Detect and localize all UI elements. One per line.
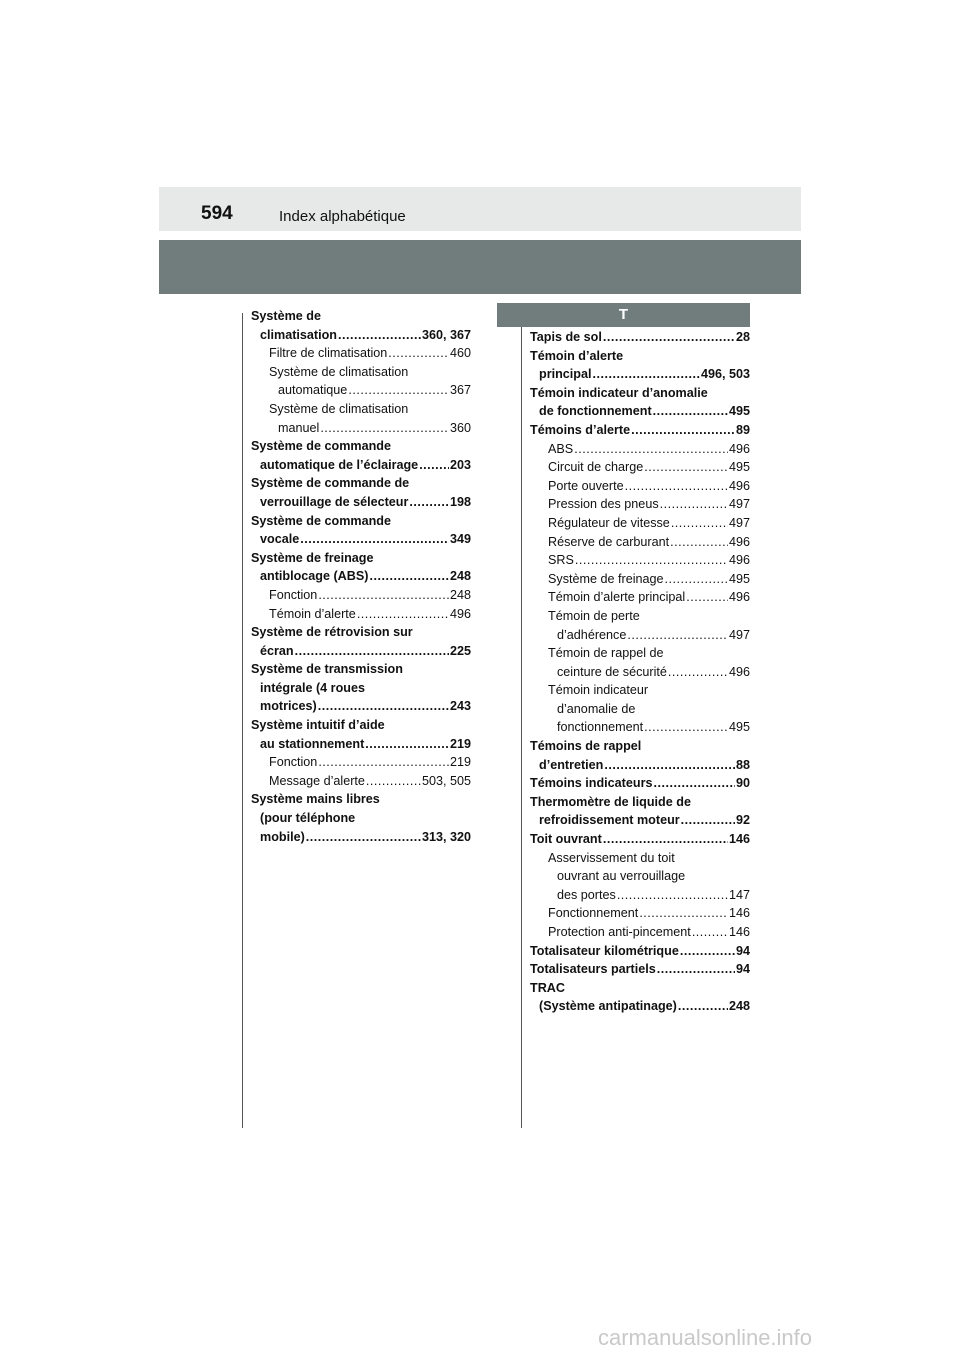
page-reference: 146 <box>728 906 750 921</box>
page-reference: 496 <box>728 664 750 679</box>
dot-leader <box>692 923 728 942</box>
entry-term: Système de rétrovision sur <box>251 625 413 640</box>
index-entry <box>530 793 750 830</box>
index-entry <box>530 942 750 961</box>
page-reference: 219 <box>449 736 471 751</box>
entry-term: Témoin indicateur <box>548 683 649 698</box>
index-entry <box>530 774 750 793</box>
dot-leader <box>295 642 449 661</box>
index-subentry <box>251 753 471 772</box>
page-reference: 460 <box>449 346 471 361</box>
entry-term: Réserve de carburant <box>548 534 670 549</box>
entry-term: Tapis de sol <box>530 330 602 344</box>
entry-term: principal <box>539 367 592 382</box>
entry-term: vocale <box>260 532 300 547</box>
index-subentry <box>530 644 750 681</box>
entry-term: Témoin d’alerte principal <box>548 590 686 605</box>
entry-term: Circuit de charge <box>548 460 644 475</box>
entry-term: refroidissement moteur <box>539 813 680 828</box>
page-reference: 88 <box>735 757 750 772</box>
page-reference: 248 <box>449 587 471 602</box>
page-reference: 367 <box>449 383 471 398</box>
dot-leader <box>592 365 699 384</box>
entry-term: Asservissement du toit <box>548 850 675 865</box>
entry-term: Système intuitif d’aide <box>251 718 385 733</box>
index-subentry <box>251 605 471 624</box>
dot-leader <box>357 605 449 624</box>
entry-term: Totalisateurs partiels <box>530 962 656 977</box>
dot-leader <box>678 997 728 1016</box>
entry-term: mobile) <box>260 829 305 844</box>
dot-leader <box>625 477 728 496</box>
entry-term: motrices) <box>260 699 317 714</box>
entry-term: Protection anti-pincement <box>548 925 691 939</box>
entry-term: Témoin indicateur d’anomalie <box>530 385 708 400</box>
entry-term: écran <box>260 643 294 658</box>
entry-term: Système de freinage <box>548 571 664 586</box>
page-reference: 89 <box>735 422 750 437</box>
entry-term: Fonctionnement <box>548 906 639 921</box>
page-reference: 496 <box>728 590 750 605</box>
index-subentry <box>530 458 750 477</box>
dot-leader <box>603 328 735 347</box>
page-reference: 496 <box>728 441 750 456</box>
dot-leader <box>665 570 728 589</box>
dot-leader <box>419 456 449 475</box>
entry-term: manuel <box>278 420 320 435</box>
entry-term: Système de climatisation <box>269 401 409 416</box>
dot-leader <box>627 626 728 645</box>
page-reference: 495 <box>728 571 750 586</box>
dot-leader <box>657 960 735 979</box>
index-subentry <box>530 533 750 552</box>
page-reference: 243 <box>449 699 471 714</box>
index-subentry <box>251 772 471 791</box>
dot-leader <box>671 514 728 533</box>
entry-term: Message d’alerte <box>269 773 365 788</box>
entry-term: Système de transmission <box>251 662 403 677</box>
page-reference: 360, 367 <box>421 327 471 342</box>
entry-term: verrouillage de sélecteur <box>260 494 409 509</box>
index-subentry <box>530 923 750 942</box>
entry-term: automatique <box>278 383 348 398</box>
entry-term: Système mains libres <box>251 792 380 807</box>
entry-term: d’anomalie de <box>557 701 636 716</box>
entry-term: (pour téléphone <box>260 811 356 826</box>
entry-term: TRAC <box>530 980 565 995</box>
dot-leader <box>668 663 728 682</box>
page-reference: 495 <box>728 720 750 735</box>
page-reference: 147 <box>728 887 750 902</box>
index-entry <box>251 790 471 846</box>
page-reference: 28 <box>735 330 750 344</box>
page-reference: 313, 320 <box>421 829 471 844</box>
dot-leader <box>409 493 449 512</box>
index-subentry <box>530 607 750 644</box>
entry-term: Système de climatisation <box>269 364 409 379</box>
index-entry <box>530 421 750 440</box>
entry-term: Système de freinage <box>251 550 374 565</box>
page-reference: 92 <box>735 813 750 828</box>
entry-term: ouvrant au verrouillage <box>557 869 686 884</box>
entry-term: Système de commande <box>251 513 391 528</box>
watermark: carmanualsonline.info <box>598 1325 813 1350</box>
index-column-left <box>251 307 471 846</box>
page-reference: 496 <box>728 534 750 549</box>
header-banner <box>159 240 801 294</box>
index-entry <box>530 830 750 849</box>
page-reference: 219 <box>449 755 471 770</box>
entry-term: d’entretien <box>539 757 604 772</box>
entry-term: automatique de l’éclairage <box>260 457 419 472</box>
index-entry <box>530 737 750 774</box>
index-subentry <box>530 440 750 459</box>
index-entry <box>530 979 750 1016</box>
page-number: 594 <box>201 203 233 224</box>
page-reference: 248 <box>728 999 750 1014</box>
header-bar <box>159 187 801 231</box>
index-subentry <box>530 514 750 533</box>
dot-leader <box>348 381 449 400</box>
dot-leader <box>318 697 449 716</box>
index-entry <box>251 474 471 511</box>
page-reference: 203 <box>449 457 471 472</box>
entry-term: fonctionnement <box>557 720 644 735</box>
entry-term: climatisation <box>260 327 337 342</box>
index-entry <box>251 307 471 344</box>
entry-term: Témoins indicateurs <box>530 776 653 791</box>
dot-leader <box>639 904 728 923</box>
index-subentry <box>530 904 750 923</box>
entry-term: ceinture de sécurité <box>557 664 667 679</box>
dot-leader <box>644 458 728 477</box>
dot-leader <box>653 774 735 793</box>
entry-term: des portes <box>557 887 616 902</box>
entry-term: Régulateur de vitesse <box>548 515 670 530</box>
index-subentry <box>251 586 471 605</box>
column-divider-left <box>242 313 243 1128</box>
page-reference: 496, 503 <box>700 367 750 382</box>
entry-term: Témoin de rappel de <box>548 646 664 661</box>
entry-term: ABS <box>548 441 574 456</box>
index-entry <box>251 660 471 716</box>
entry-term: Témoin d’alerte <box>269 606 356 621</box>
entry-term: antiblocage (ABS) <box>260 569 369 584</box>
entry-term: Pression des pneus <box>548 497 659 512</box>
index-subentry <box>251 344 471 363</box>
entry-term: d’adhérence <box>557 627 627 642</box>
page-reference: 495 <box>728 460 750 475</box>
index-subentry <box>530 849 750 905</box>
page-reference: 198 <box>449 494 471 509</box>
entry-term: Toit ouvrant <box>530 832 602 847</box>
index-subentry <box>530 588 750 607</box>
entry-term: Filtre de climatisation <box>269 346 388 361</box>
page-reference: 497 <box>728 515 750 530</box>
page-reference: 495 <box>728 404 750 419</box>
page-reference: 503, 505 <box>421 773 471 788</box>
dot-leader <box>369 567 449 586</box>
dot-leader <box>670 533 728 552</box>
dot-leader <box>318 753 449 772</box>
page-reference: 496 <box>728 553 750 568</box>
entry-term: SRS <box>548 553 574 568</box>
index-subentry <box>251 363 471 400</box>
column-divider-right <box>521 313 522 1128</box>
entry-term: de fonctionnement <box>539 404 652 419</box>
entry-term: Témoin de perte <box>548 608 640 623</box>
section-title: Index alphabétique <box>279 208 406 225</box>
dot-leader <box>617 886 728 905</box>
entry-term: Fonction <box>269 755 318 770</box>
letter-heading: T <box>497 303 750 327</box>
dot-leader <box>604 756 735 775</box>
dot-leader <box>388 344 449 363</box>
page-reference: 146 <box>728 832 750 847</box>
dot-leader <box>686 588 728 607</box>
index-entry <box>251 623 471 660</box>
page-reference: 496 <box>449 606 471 621</box>
dot-leader <box>603 830 728 849</box>
entry-term: Système de <box>251 309 322 323</box>
entry-term: intégrale (4 roues <box>260 680 365 695</box>
index-subentry <box>251 400 471 437</box>
entry-term: Fonction <box>269 587 318 602</box>
dot-leader <box>660 495 728 514</box>
dot-leader <box>653 402 728 421</box>
dot-leader <box>631 421 735 440</box>
index-entry <box>530 384 750 421</box>
entry-term: Témoins de rappel <box>530 739 642 754</box>
dot-leader <box>574 440 728 459</box>
dot-leader <box>320 419 449 438</box>
entry-term: Témoin d’alerte <box>530 348 624 363</box>
dot-leader <box>365 735 449 754</box>
dot-leader <box>338 326 421 345</box>
index-entry <box>530 960 750 979</box>
index-entry <box>530 347 750 384</box>
page-reference: 360 <box>449 420 471 435</box>
dot-leader <box>575 551 728 570</box>
page-reference: 497 <box>728 497 750 512</box>
entry-term: au stationnement <box>260 736 365 751</box>
index-subentry <box>530 495 750 514</box>
page-reference: 497 <box>728 627 750 642</box>
entry-term: (Système antipatinage) <box>539 999 677 1014</box>
index-subentry <box>530 551 750 570</box>
index-subentry <box>530 477 750 496</box>
dot-leader <box>366 772 421 791</box>
page-reference: 225 <box>449 643 471 658</box>
dot-leader <box>681 811 735 830</box>
dot-leader <box>318 586 449 605</box>
index-entry <box>251 549 471 586</box>
entry-term: Thermomètre de liquide de <box>530 794 691 809</box>
page-reference: 146 <box>728 925 750 939</box>
index-entry <box>251 437 471 474</box>
index-subentry <box>530 570 750 589</box>
entry-term: Témoins d’alerte <box>530 422 631 437</box>
page-reference: 496 <box>728 478 750 493</box>
index-entry <box>530 328 750 347</box>
page-reference: 94 <box>735 943 750 958</box>
page-reference: 94 <box>735 962 750 977</box>
dot-leader <box>644 718 728 737</box>
entry-term: Porte ouverte <box>548 478 624 493</box>
index-column-right <box>530 328 750 1016</box>
dot-leader <box>680 942 735 961</box>
entry-term: Système de commande <box>251 439 391 454</box>
page-reference: 90 <box>735 776 750 791</box>
entry-term: Système de commande de <box>251 476 410 491</box>
page-reference: 349 <box>449 532 471 547</box>
index-entry <box>251 512 471 549</box>
index-subentry <box>530 681 750 737</box>
index-entry <box>251 716 471 753</box>
page-reference: 248 <box>449 569 471 584</box>
entry-term: Totalisateur kilométrique <box>530 943 679 958</box>
dot-leader <box>300 530 449 549</box>
dot-leader <box>306 828 421 847</box>
